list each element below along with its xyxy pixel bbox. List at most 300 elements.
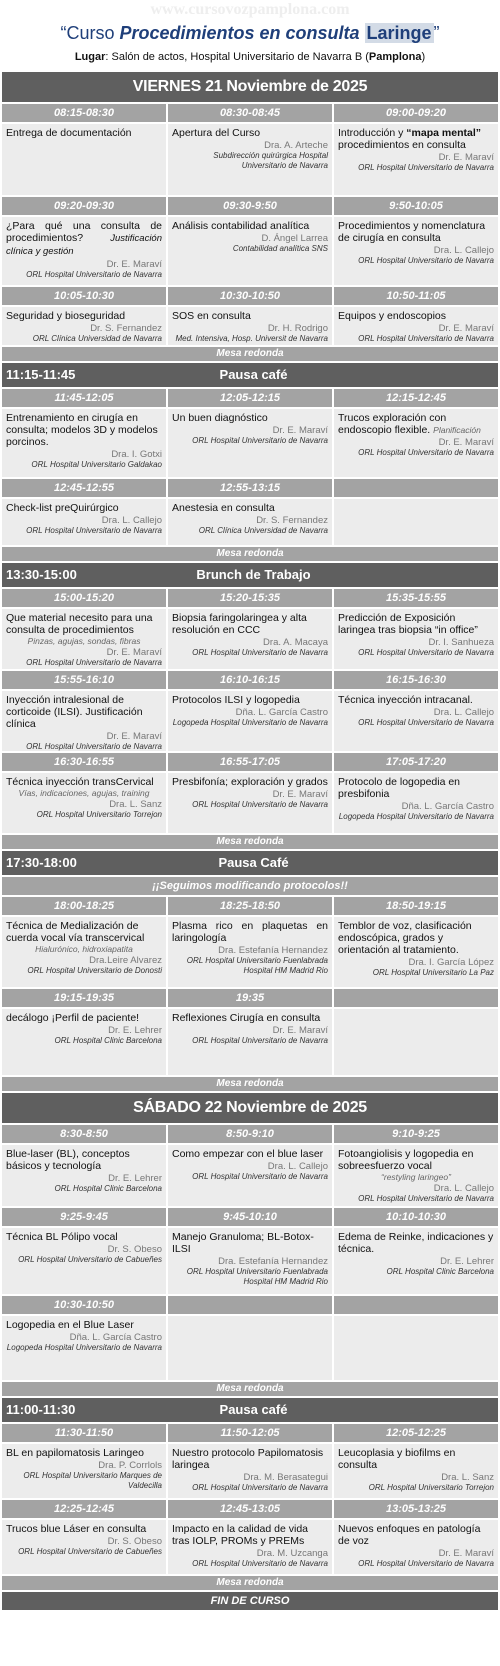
session-title	[172, 1231, 328, 1255]
session-title-text: procedimientos en consulta	[338, 139, 466, 151]
session-title-text: Entrega de documentación	[6, 127, 132, 139]
session-title	[172, 412, 328, 424]
break-label: Pausa café	[219, 367, 288, 382]
protocols-banner: ¡¡Seguimos modificando protocolos!!	[2, 877, 498, 895]
session-title-bold: “mapa mental”	[406, 127, 481, 139]
speaker: Dra. L. Sanz	[109, 799, 162, 810]
session-title-text: Procedimientos y nomenclatura de cirugía en consulta	[338, 220, 486, 244]
time-slot: 11:50-12:05	[168, 1424, 332, 1442]
session-cell	[168, 1520, 332, 1574]
session-cell	[2, 1316, 166, 1380]
speaker: Dra. L. Callejo	[101, 515, 162, 526]
speaker: Dr. E. Maraví	[272, 789, 328, 800]
affiliation: ORL Hospital Universitario de Navarra	[26, 270, 162, 279]
affiliation: ORL Hospital Universitario de Navarra	[192, 648, 328, 657]
session-title-text: Fotoangiolisis y logopedia en sobreesfuerzo vocal	[338, 1148, 474, 1172]
session-note: Vías, indicaciones, agujas, training	[18, 788, 150, 798]
time-slot: 18:50-19:15	[334, 897, 498, 915]
break-label: Pausa Café	[218, 855, 289, 870]
session-title	[6, 1319, 162, 1331]
time-slot: 09:00-09:20	[334, 104, 498, 122]
time-row	[2, 197, 498, 215]
session-cell-empty	[334, 1316, 498, 1380]
session-title-text: Blue-laser (BL), conceptos básicos y tecnología	[6, 1148, 130, 1172]
session-title-text: Reflexiones Cirugía en consulta	[172, 1012, 321, 1024]
affiliation: ORL Hospital Universitario de Cabueñes	[18, 1255, 162, 1264]
speaker: Dr. S. Fernandez	[256, 515, 328, 526]
affiliation: ORL Hospital Universitario La Paz	[372, 968, 494, 977]
mesa-redonda-bar: Mesa redonda	[2, 1382, 498, 1396]
header	[0, 0, 500, 72]
affiliation: Med. Intensiva, Hosp. Universit de Navarra	[175, 334, 328, 343]
schedule-table	[2, 72, 498, 1610]
time-row	[2, 479, 498, 497]
time-row	[2, 287, 498, 305]
session-title	[6, 1523, 162, 1535]
affiliation: ORL Hospital Universitario de Navarra	[358, 648, 494, 657]
time-slot: 12:45-12:55	[2, 479, 166, 497]
session-title	[172, 612, 328, 636]
time-slot: 8:30-8:50	[2, 1125, 166, 1143]
affiliation: ORL Clínica Universidad de Navarra	[32, 334, 162, 343]
speaker: Dra. A. Arteche	[264, 140, 328, 151]
session-row	[2, 1145, 498, 1206]
speaker: Dra. L. Callejo	[433, 1183, 494, 1194]
session-row	[2, 691, 498, 751]
affiliation: ORL Hospital Universitario de Navarra	[358, 718, 494, 727]
time-slot-empty	[334, 479, 498, 497]
session-title	[172, 776, 328, 788]
speaker: Dra. Estefanía Hernandez	[218, 945, 328, 956]
session-title	[338, 127, 494, 151]
speaker: Dra.Leire Alvarez	[89, 955, 162, 966]
time-slot: 09:20-09:30	[2, 197, 166, 215]
session-title-text: Técnica de Medialización de cuerda vocal vía transcervical	[6, 920, 145, 944]
affiliation: ORL Clínica Universidad de Navarra	[198, 526, 328, 535]
session-row	[2, 917, 498, 987]
session-note: “restyling laringeo”	[381, 1172, 451, 1182]
session-cell	[168, 691, 332, 751]
break-label: Pausa café	[219, 1402, 288, 1417]
session-cell	[168, 217, 332, 285]
time-slot: 12:15-12:45	[334, 389, 498, 407]
time-slot: 10:30-10:50	[2, 1296, 166, 1314]
session-title-text: Introducción y	[338, 127, 407, 139]
session-title	[6, 612, 162, 636]
session-title	[172, 502, 328, 514]
session-title-text: Trucos blue Láser en consulta	[6, 1523, 147, 1535]
time-slot: 11:45-12:05	[2, 389, 166, 407]
affiliation: Logopeda Hospital Universitario de Navarra	[172, 718, 328, 727]
session-title-text: Protocolos ILSI y logopedia	[172, 694, 300, 706]
title-close: ”	[433, 23, 440, 43]
speaker: Dr. E. Maraví	[106, 731, 162, 742]
speaker: Dra. L. Callejo	[433, 707, 494, 718]
speaker: Dña. L. García Castro	[401, 801, 494, 812]
session-title	[6, 127, 162, 139]
session-note: Planificación	[433, 425, 481, 435]
venue-close: )	[421, 51, 426, 63]
session-cell	[2, 307, 166, 345]
session-cell	[2, 499, 166, 545]
session-row	[2, 1444, 498, 1498]
break-bar	[2, 1398, 498, 1422]
session-cell	[2, 773, 166, 833]
speaker: Dr. I. Sanhueza	[428, 637, 494, 648]
break-time: 13:30-15:00	[6, 567, 77, 582]
break-time: 11:15-11:45	[6, 367, 76, 382]
session-title-text: Leucoplasia y biofilms en consulta	[338, 1447, 456, 1471]
session-title-text: Nuevos enfoques en patología de voz	[338, 1523, 481, 1547]
break-filler	[336, 563, 498, 587]
affiliation: ORL Hospital Clinic Barcelona	[54, 1036, 162, 1045]
session-row	[2, 124, 498, 195]
venue-line	[0, 46, 500, 68]
affiliation: ORL Hospital Universitario Fuenlabrada Hospital HM Madrid Rio	[186, 956, 328, 975]
affiliation: ORL Hospital Universitario de Navarra	[26, 526, 162, 535]
affiliation: Subdirección quirúrgica Hospital Universitario de Navarra	[213, 151, 328, 170]
time-slot-empty	[168, 1296, 332, 1314]
time-row	[2, 104, 498, 122]
speaker: Dr. H. Rodrigo	[267, 323, 328, 334]
session-title-text: Logopedia en el Blue Laser	[6, 1319, 134, 1331]
time-slot: 15:55-16:10	[2, 671, 166, 689]
affiliation: ORL Hospital Universitario de Navarra	[192, 436, 328, 445]
session-title-text: Seguridad y bioseguridad	[6, 310, 126, 322]
time-slot: 9:10-9:25	[334, 1125, 498, 1143]
time-slot: 17:05-17:20	[334, 753, 498, 771]
break-time: 11:00-11:30	[6, 1402, 76, 1417]
website-watermark: www.cursovozpamplona.com	[150, 1, 350, 18]
affiliation: ORL Hospital Universitario de Navarra	[26, 742, 162, 751]
speaker: Dra. Estefanía Hernandez	[218, 1256, 328, 1267]
session-row	[2, 1228, 498, 1294]
session-cell	[168, 1009, 332, 1075]
break-filler	[336, 851, 498, 875]
session-title	[6, 1231, 162, 1243]
time-slot: 8:50-9:10	[168, 1125, 332, 1143]
session-note: Hialurónico, hidroxiapatita	[35, 944, 133, 954]
speaker: Dra. I. Gotxi	[111, 449, 162, 460]
time-row	[2, 1208, 498, 1226]
time-slot: 19:35	[168, 989, 332, 1007]
session-row	[2, 1520, 498, 1574]
session-cell	[334, 217, 498, 285]
session-title	[6, 694, 162, 730]
session-title	[6, 1447, 162, 1459]
session-title-text: Nuestro protocolo Papilomatosis laringea	[172, 1447, 324, 1471]
session-row	[2, 1009, 498, 1075]
session-title	[338, 412, 494, 436]
session-title	[6, 310, 162, 322]
speaker: Dr. E. Maraví	[438, 437, 494, 448]
time-slot: 09:30-9:50	[168, 197, 332, 215]
session-title	[172, 694, 328, 706]
session-cell-empty	[334, 499, 498, 545]
time-slot: 12:05-12:25	[334, 1424, 498, 1442]
speaker: Dr. E. Lehrer	[440, 1256, 494, 1267]
session-row	[2, 499, 498, 545]
session-title	[6, 776, 162, 788]
session-title-text: Check-list preQuirúrgico	[6, 502, 119, 514]
session-title	[338, 1523, 494, 1547]
session-title-text: Análisis contabilidad analítica	[172, 220, 310, 232]
session-cell-empty	[168, 1316, 332, 1380]
session-cell	[334, 307, 498, 345]
session-title	[338, 1148, 494, 1172]
session-title-text: Manejo Granuloma; BL-Botox-ILSI	[172, 1231, 314, 1255]
time-slot: 12:05-12:15	[168, 389, 332, 407]
session-cell	[168, 1228, 332, 1294]
session-title	[338, 1447, 494, 1471]
time-slot: 9:45-10:10	[168, 1208, 332, 1226]
affiliation: ORL Hospital Universitario de Donosti	[27, 966, 162, 975]
session-cell	[334, 1228, 498, 1294]
speaker: Dr. E. Maraví	[438, 323, 494, 334]
affiliation: Logopeda Hospital Universitario de Navarra	[6, 1343, 162, 1352]
time-row	[2, 1125, 498, 1143]
session-title	[338, 776, 494, 800]
speaker: Dra. L. Sanz	[441, 1472, 494, 1483]
session-cell	[334, 1444, 498, 1498]
session-title	[338, 310, 494, 322]
break-bar	[2, 851, 498, 875]
session-cell	[168, 409, 332, 477]
time-row	[2, 1424, 498, 1442]
time-row	[2, 753, 498, 771]
session-title-text: Inyección intralesional de corticoide (ILSI). Justificación clínica	[6, 694, 143, 730]
break-filler	[336, 363, 498, 387]
session-title	[338, 920, 494, 956]
speaker: Dra. M. Uzcanga	[256, 1548, 328, 1559]
affiliation: Logopeda Hospital Universitario de Navarra	[338, 812, 494, 821]
session-row	[2, 217, 498, 285]
time-slot: 10:10-10:30	[334, 1208, 498, 1226]
session-row	[2, 307, 498, 345]
session-cell	[168, 1145, 332, 1206]
speaker: Dr. E. Maraví	[272, 425, 328, 436]
time-slot: 12:25-12:45	[2, 1500, 166, 1518]
time-slot: 10:50-11:05	[334, 287, 498, 305]
session-cell	[2, 609, 166, 669]
session-cell	[334, 691, 498, 751]
speaker: Dr. E. Lehrer	[108, 1173, 162, 1184]
affiliation: ORL Hospital Universitario de Navarra	[26, 658, 162, 667]
session-cell	[2, 1520, 166, 1574]
break-label: Brunch de Trabajo	[196, 567, 311, 582]
session-title-text: Como empezar con el blue laser	[172, 1148, 324, 1160]
speaker: Dr. S. Obeso	[107, 1536, 162, 1547]
mesa-redonda-bar: Mesa redonda	[2, 835, 498, 849]
session-cell	[334, 609, 498, 669]
session-title	[338, 220, 494, 244]
session-title-text: Plasma rico en plaquetas en laringología	[172, 920, 328, 944]
session-title-text: Apertura del Curso	[172, 127, 261, 139]
session-cell	[168, 773, 332, 833]
session-title-text: decálogo ¡Perfil de paciente!	[6, 1012, 140, 1024]
time-slot: 16:10-16:15	[168, 671, 332, 689]
session-title	[172, 1012, 328, 1024]
affiliation: ORL Hospital Universitario de Navarra	[192, 1483, 328, 1492]
time-row	[2, 989, 498, 1007]
time-slot-empty	[334, 989, 498, 1007]
title-open: “Curso	[60, 23, 120, 43]
session-cell	[2, 124, 166, 195]
speaker: Dra. I. García López	[408, 957, 494, 968]
time-slot: 16:55-17:05	[168, 753, 332, 771]
session-row	[2, 609, 498, 669]
time-slot: 15:20-15:35	[168, 589, 332, 607]
affiliation: ORL Hospital Universitario de Navarra	[192, 800, 328, 809]
session-title-text: Trucos exploración con endoscopio flexible.	[338, 412, 447, 436]
session-title	[6, 412, 162, 448]
speaker: Dr. E. Maraví	[106, 259, 162, 270]
day-header-friday: VIERNES 21 Noviembre de 2025	[2, 72, 498, 102]
speaker: Dra. L. Callejo	[267, 1161, 328, 1172]
mesa-redonda-bar: Mesa redonda	[2, 1576, 498, 1590]
session-cell	[334, 1520, 498, 1574]
session-title-text: Anestesia en consulta	[172, 502, 275, 514]
affiliation: ORL Hospital Universitario de Cabueñes	[18, 1547, 162, 1556]
session-cell	[168, 1444, 332, 1498]
time-slot: 08:30-08:45	[168, 104, 332, 122]
mesa-redonda-bar: Mesa redonda	[2, 1077, 498, 1091]
mesa-redonda-bar: Mesa redonda	[2, 347, 498, 361]
affiliation: ORL Hospital Universitario de Navarra	[358, 334, 494, 343]
affiliation: ORL Hospital Universitario de Navarra	[358, 1559, 494, 1568]
time-row	[2, 589, 498, 607]
session-cell	[334, 773, 498, 833]
time-slot: 18:00-18:25	[2, 897, 166, 915]
session-title	[6, 502, 162, 514]
session-title-text: Presbifonía; exploración y grados	[172, 776, 328, 788]
speaker: Dr. E. Maraví	[272, 1025, 328, 1036]
affiliation: ORL Hospital Universitario Marques de Valdecilla	[23, 1471, 162, 1490]
title-highlight: Laringe	[366, 23, 432, 43]
time-row	[2, 389, 498, 407]
time-slot: 11:30-11:50	[2, 1424, 166, 1442]
time-slot: 9:50-10:05	[334, 197, 498, 215]
venue-label: Lugar	[74, 51, 106, 63]
session-title-text: Temblor de voz, clasificación endoscópica, grados y orientación al tratamiento.	[338, 920, 472, 956]
time-row	[2, 1296, 498, 1314]
session-cell	[2, 1444, 166, 1498]
session-row	[2, 409, 498, 477]
affiliation: ORL Hospital Universitario Torrejon	[368, 1483, 494, 1492]
time-slot: 18:25-18:50	[168, 897, 332, 915]
session-cell	[2, 217, 166, 285]
time-slot: 15:35-15:55	[334, 589, 498, 607]
speaker: Dra. A. Macaya	[263, 637, 328, 648]
speaker: Dra. M. Berasategui	[243, 1472, 328, 1483]
session-cell	[2, 691, 166, 751]
break-time: 17:30-18:00	[6, 855, 77, 870]
affiliation: ORL Hospital Universitario Galdakao	[31, 460, 162, 469]
session-title-text: Impacto en la calidad de vida tras IOLP, PROMs y PREMs	[172, 1523, 309, 1547]
session-cell	[2, 1009, 166, 1075]
day-header-saturday: SÁBADO 22 Noviembre de 2025	[2, 1093, 498, 1123]
session-cell	[334, 1145, 498, 1206]
session-cell	[2, 1145, 166, 1206]
affiliation: ORL Hospital Universitario de Navarra	[192, 1036, 328, 1045]
session-note: Justificación clínica y gestión	[6, 233, 162, 257]
session-cell	[2, 917, 166, 987]
session-cell-empty	[334, 1009, 498, 1075]
break-bar	[2, 363, 498, 387]
time-slot: 16:15-16:30	[334, 671, 498, 689]
affiliation: ORL Hospital Universitario Torrejon	[36, 810, 162, 819]
mesa-redonda-bar: Mesa redonda	[2, 547, 498, 561]
time-slot: 08:15-08:30	[2, 104, 166, 122]
session-title-text: Entrenamiento en cirugía en consulta; modelos 3D y modelos porcinos.	[6, 412, 158, 448]
session-title	[172, 310, 328, 322]
session-title	[172, 1523, 328, 1547]
time-slot: 10:05-10:30	[2, 287, 166, 305]
speaker: Dra. P. Corrlols	[98, 1460, 162, 1471]
session-row	[2, 773, 498, 833]
session-row	[2, 1316, 498, 1380]
time-slot: 13:05-13:25	[334, 1500, 498, 1518]
session-title	[6, 1148, 162, 1172]
speaker: Dr. E. Maraví	[106, 647, 162, 658]
session-cell	[168, 499, 332, 545]
session-cell	[2, 1228, 166, 1294]
session-title	[338, 1231, 494, 1255]
speaker: Dr. E. Lehrer	[108, 1025, 162, 1036]
speaker: Dr. S. Fernandez	[90, 323, 162, 334]
session-cell	[334, 917, 498, 987]
time-slot: 9:25-9:45	[2, 1208, 166, 1226]
affiliation: ORL Hospital Universitario de Navarra	[358, 163, 494, 172]
time-slot: 12:55-13:15	[168, 479, 332, 497]
session-cell	[334, 124, 498, 195]
session-title-text: ¿Para qué una consulta de procedimientos?	[6, 220, 162, 244]
session-title-text: Técnica BL Pólipo vocal	[6, 1231, 118, 1243]
session-title	[172, 920, 328, 944]
session-title-text: Que material necesito para una consulta de procedimientos	[6, 612, 153, 636]
session-title	[6, 220, 162, 258]
session-title-text: Protocolo de logopedia en presbifonia	[338, 776, 461, 800]
session-note: Pinzas, agujas, sondas, fibras	[27, 636, 141, 646]
break-filler	[336, 1398, 498, 1422]
session-title-text: BL en papilomatosis Laringeo	[6, 1447, 144, 1459]
session-title-text: Edema de Reinke, indicaciones y técnica.	[338, 1231, 494, 1255]
affiliation: ORL Hospital Clinic Barcelona	[386, 1267, 494, 1276]
affiliation: ORL Hospital Universitario Fuenlabrada Hospital HM Madrid Rio	[186, 1267, 328, 1286]
affiliation: ORL Hospital Universitario de Navarra	[358, 448, 494, 457]
session-cell	[334, 409, 498, 477]
session-title-text: Predicción de Exposición laringea tras biopsia “in office”	[338, 612, 478, 636]
speaker: D. Ángel Larrea	[261, 233, 328, 244]
session-title-text: Equipos y endoscopios	[338, 310, 446, 322]
time-row	[2, 1500, 498, 1518]
session-title-text: Un buen diagnóstico	[172, 412, 268, 424]
session-title	[172, 220, 328, 232]
session-title	[172, 1447, 328, 1471]
session-cell	[168, 124, 332, 195]
session-title	[172, 1148, 328, 1160]
time-row	[2, 671, 498, 689]
speaker: Dr. E. Maraví	[438, 1548, 494, 1559]
time-slot: 10:30-10:50	[168, 287, 332, 305]
time-slot: 16:30-16:55	[2, 753, 166, 771]
session-title	[6, 920, 162, 944]
affiliation: ORL Hospital Clinic Barcelona	[54, 1184, 162, 1193]
affiliation: ORL Hospital Universitario de Navarra	[192, 1559, 328, 1568]
affiliation: ORL Hospital Universitario de Navarra	[358, 256, 494, 265]
time-row	[2, 897, 498, 915]
session-cell	[2, 409, 166, 477]
